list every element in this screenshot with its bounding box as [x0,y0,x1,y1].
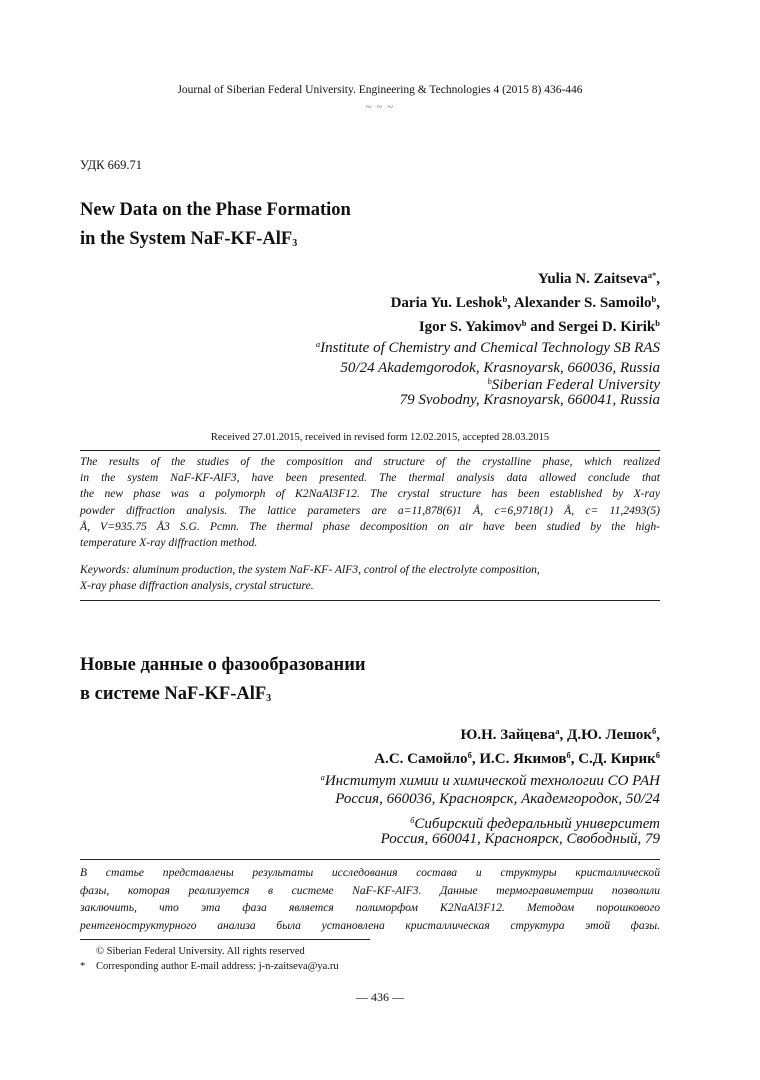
divider [80,600,660,601]
author-name: Alexander S. Samoilo [513,295,652,311]
abstract-line: The results of the studies of the composition and structure of the crystalline phase, which realized [80,455,660,468]
en-title-line1: New Data on the Phase Formation [80,200,351,220]
author-name: С.Д. Кирик [578,751,656,767]
author-name: Yulia N. Zaitseva [537,271,648,287]
copyright-note: © Siberian Federal University. All rights reserved [96,946,305,957]
abstract-line: В статье представлены результаты исследования состава и структуры кристаллической [80,866,660,879]
abstract-line: the new phase was a polymorph of K2NaAl3F12. The crystal structure has been established by X-ray [80,487,660,501]
ru-title-line2: в системе NaF-KF-AlF$_3$ [80,684,272,704]
author-name: А.С. Самойло [374,751,468,767]
corresponding-mark: * [80,961,86,972]
author-name: Igor S. Yakimov [418,319,522,335]
author-name: И.С. Якимов [479,751,567,767]
abstract-line: in the system NaF-KF-AlF3, have been presented. The thermal analysis data allowed conclude that [80,471,660,485]
en-title-line2: in the System NaF-KF-AlF$_3$ [80,229,298,249]
abstract-line: заключить, что эта фаза является полиморфом K2NaAl3F12. Методом порошкового [80,901,660,914]
author-name: Daria Yu. Leshok [390,295,503,311]
ru-authors-line2: А.С. Самойло$^б$, И.С. Якимов$^б$, С.Д. Кирик$^б$ [374,750,660,767]
abstract-line: temperature X-ray diffraction method. [80,536,258,550]
ru-title-line1: Новые данные о фазообразовании [80,655,366,675]
author-name: Sergei D. Kirik [558,319,656,335]
ru-affiliation-a: $^а$Институт химии и химической технологии СО РАН [320,772,660,789]
abstract-line: powder diffraction analysis. The lattice parameters are a=11,878(6)1 Å, c=6,9718(1) Å, c= 11,2493(5) [80,503,660,517]
keywords-line: Keywords: aluminum production, the system NaF-KF- AlF3, control of the electrolyte composition, [80,563,540,576]
author-name: Д.Ю. Лешок [567,727,652,743]
en-keywords [80,562,660,594]
en-authors-line3: Igor S. Yakimov$^b$ and Sergei D. Kirik$^b$ [418,318,660,335]
ru-affiliation-b-address: Россия, 660041, Красноярск, Свободный, 79 [380,831,660,847]
en-affiliation-b: $^b$Siberian Federal University [487,376,660,393]
author-name: Ю.Н. Зайцева [460,727,556,743]
keywords-line: X-ray phase diffraction analysis, crystal structure. [80,579,314,593]
en-authors-line2: Daria Yu. Leshok$^b$, Alexander S. Samoilo$^b$, [390,294,660,311]
divider [80,859,660,860]
udk-code: УДК 669.71 [80,158,142,172]
en-affiliation-a-address: 50/24 Akademgorodok, Krasnoyarsk, 660036, Russia [340,360,660,376]
abstract-line: фазы, которая реализуется в системе NaF-KF-AlF3. Данные термогравиметрии позволили [80,883,660,897]
footnote-divider [80,939,370,940]
divider [80,450,660,451]
en-abstract [80,454,660,551]
abstract-line: Å, V=935.75 Å3 S.G. Pcmn. The thermal phase decomposition on air have been studied by the high- [80,519,660,533]
en-affiliation-b-address: 79 Svobodny, Krasnoyarsk, 660041, Russia [399,392,660,408]
page-number: — 436 — [356,990,404,1004]
received-dates: Received 27.01.2015, received in revised form 12.02.2015, accepted 28.03.2015 [210,432,550,443]
ru-authors-line1: Ю.Н. Зайцева$^а$, Д.Ю. Лешок$^б$, [460,726,660,743]
corresponding-author-note: Corresponding author E-mail address: j-n-zaitseva@ya.ru [96,961,339,972]
abstract-line: рентгеноструктурного анализа была установлена кристаллическая структура этой фазы. [80,918,660,932]
en-authors-line1: Yulia N. Zaitseva$^{a*}$, [537,270,660,287]
journal-header: Journal of Siberian Federal University. Engineering & Technologies 4 (2015 8) 436-446 [177,84,583,96]
header-ornament: ~ ~ ~ [365,101,395,113]
ru-abstract [80,864,660,934]
ru-affiliation-a-address: Россия, 660036, Красноярск, Академгородок, 50/24 [335,791,660,807]
ru-affiliation-b: $^б$Сибирский федеральный университет [410,815,660,832]
en-affiliation-a: $^a$Institute of Chemistry and Chemical Technology SB RAS [315,339,660,356]
